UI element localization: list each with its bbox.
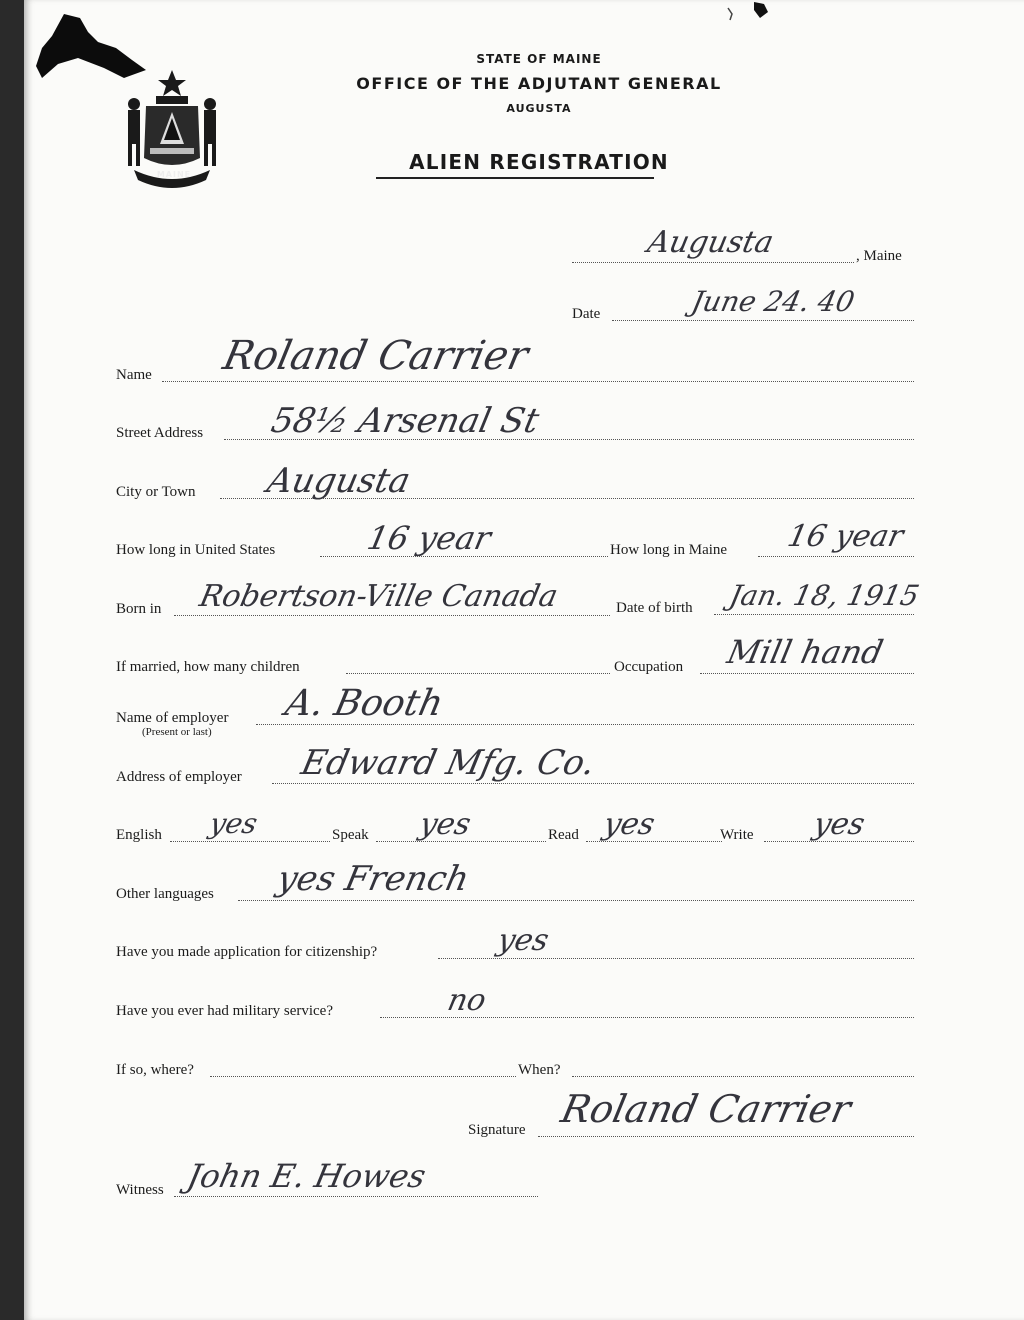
- seal-banner: MAINE: [156, 170, 192, 179]
- speak-label: Speak: [332, 827, 369, 843]
- signature-line: [538, 1136, 914, 1137]
- employer-value: A. Booth: [281, 683, 447, 724]
- military-value: no: [444, 983, 490, 1018]
- write-value: yes: [810, 807, 868, 842]
- read-value: yes: [600, 807, 658, 842]
- born-line: [174, 615, 610, 616]
- employer-label: Name of employer: [116, 710, 229, 726]
- name-value: Roland Carrier: [219, 333, 533, 379]
- signature-label: Signature: [468, 1122, 526, 1138]
- place-value: Augusta: [644, 225, 777, 260]
- maine-label: How long in Maine: [610, 542, 728, 558]
- city-value: Augusta: [263, 461, 414, 501]
- employer-sublabel: (Present or last): [142, 726, 212, 738]
- when-label: When?: [518, 1062, 561, 1078]
- english-line: [170, 841, 330, 842]
- header-office: OFFICE OF THE ADJUTANT GENERAL: [356, 74, 722, 93]
- other-languages-line: [238, 900, 914, 901]
- name-label: Name: [116, 367, 152, 383]
- citizenship-line: [438, 958, 914, 959]
- children-line: [346, 673, 610, 674]
- street-value: 58½ Arsenal St: [267, 401, 543, 441]
- witness-label: Witness: [116, 1182, 164, 1198]
- when-line: [572, 1076, 914, 1077]
- name-line: [162, 381, 914, 382]
- other-languages-value: yes French: [273, 859, 473, 899]
- dob-value: Jan. 18, 1915: [726, 579, 923, 612]
- english-label: English: [116, 827, 162, 843]
- read-label: Read: [548, 827, 579, 843]
- children-label: If married, how many children: [116, 659, 300, 675]
- date-value: June 24. 40: [688, 285, 858, 318]
- born-label: Born in: [116, 601, 162, 617]
- form-title: ALIEN REGISTRATION: [409, 150, 669, 174]
- signature-value: Roland Carrier: [557, 1087, 855, 1131]
- street-label: Street Address: [116, 425, 204, 441]
- dob-line: [714, 614, 914, 615]
- citizenship-value: yes: [494, 923, 552, 958]
- employer-line: [256, 724, 914, 725]
- maine-line: [758, 556, 914, 557]
- place-line: [572, 262, 854, 263]
- date-label: Date: [572, 306, 601, 322]
- us-label: How long in United States: [116, 542, 276, 558]
- city-label: City or Town: [116, 484, 196, 500]
- military-label: Have you ever had military service?: [116, 1003, 333, 1019]
- place-suffix: , Maine: [856, 248, 902, 264]
- occupation-line: [700, 673, 914, 674]
- employer-address-value: Edward Mfg. Co.: [297, 743, 599, 783]
- english-value: yes: [206, 807, 261, 840]
- title-underline: [376, 177, 654, 179]
- other-languages-label: Other languages: [116, 886, 214, 902]
- header-state: STATE OF MAINE: [476, 52, 602, 66]
- ink-speck-icon: [724, 0, 784, 30]
- employer-address-label: Address of employer: [116, 769, 242, 785]
- occupation-value: Mill hand: [723, 633, 887, 671]
- witness-line: [174, 1196, 538, 1197]
- born-value: Robertson-Ville Canada: [196, 579, 561, 614]
- dob-label: Date of birth: [616, 600, 693, 616]
- where-line: [210, 1076, 516, 1077]
- form-page: [24, 0, 1024, 1320]
- date-line: [612, 320, 914, 321]
- speak-value: yes: [416, 807, 474, 842]
- occupation-label: Occupation: [614, 659, 684, 675]
- maine-value: 16 year: [784, 519, 907, 554]
- write-label: Write: [720, 827, 754, 843]
- citizenship-label: Have you made application for citizenship?: [116, 944, 378, 960]
- header-city: AUGUSTA: [506, 102, 572, 115]
- witness-value: John E. Howes: [183, 1157, 430, 1195]
- where-label: If so, where?: [116, 1062, 194, 1078]
- employer-address-line: [272, 783, 914, 784]
- us-value: 16 year: [363, 519, 495, 557]
